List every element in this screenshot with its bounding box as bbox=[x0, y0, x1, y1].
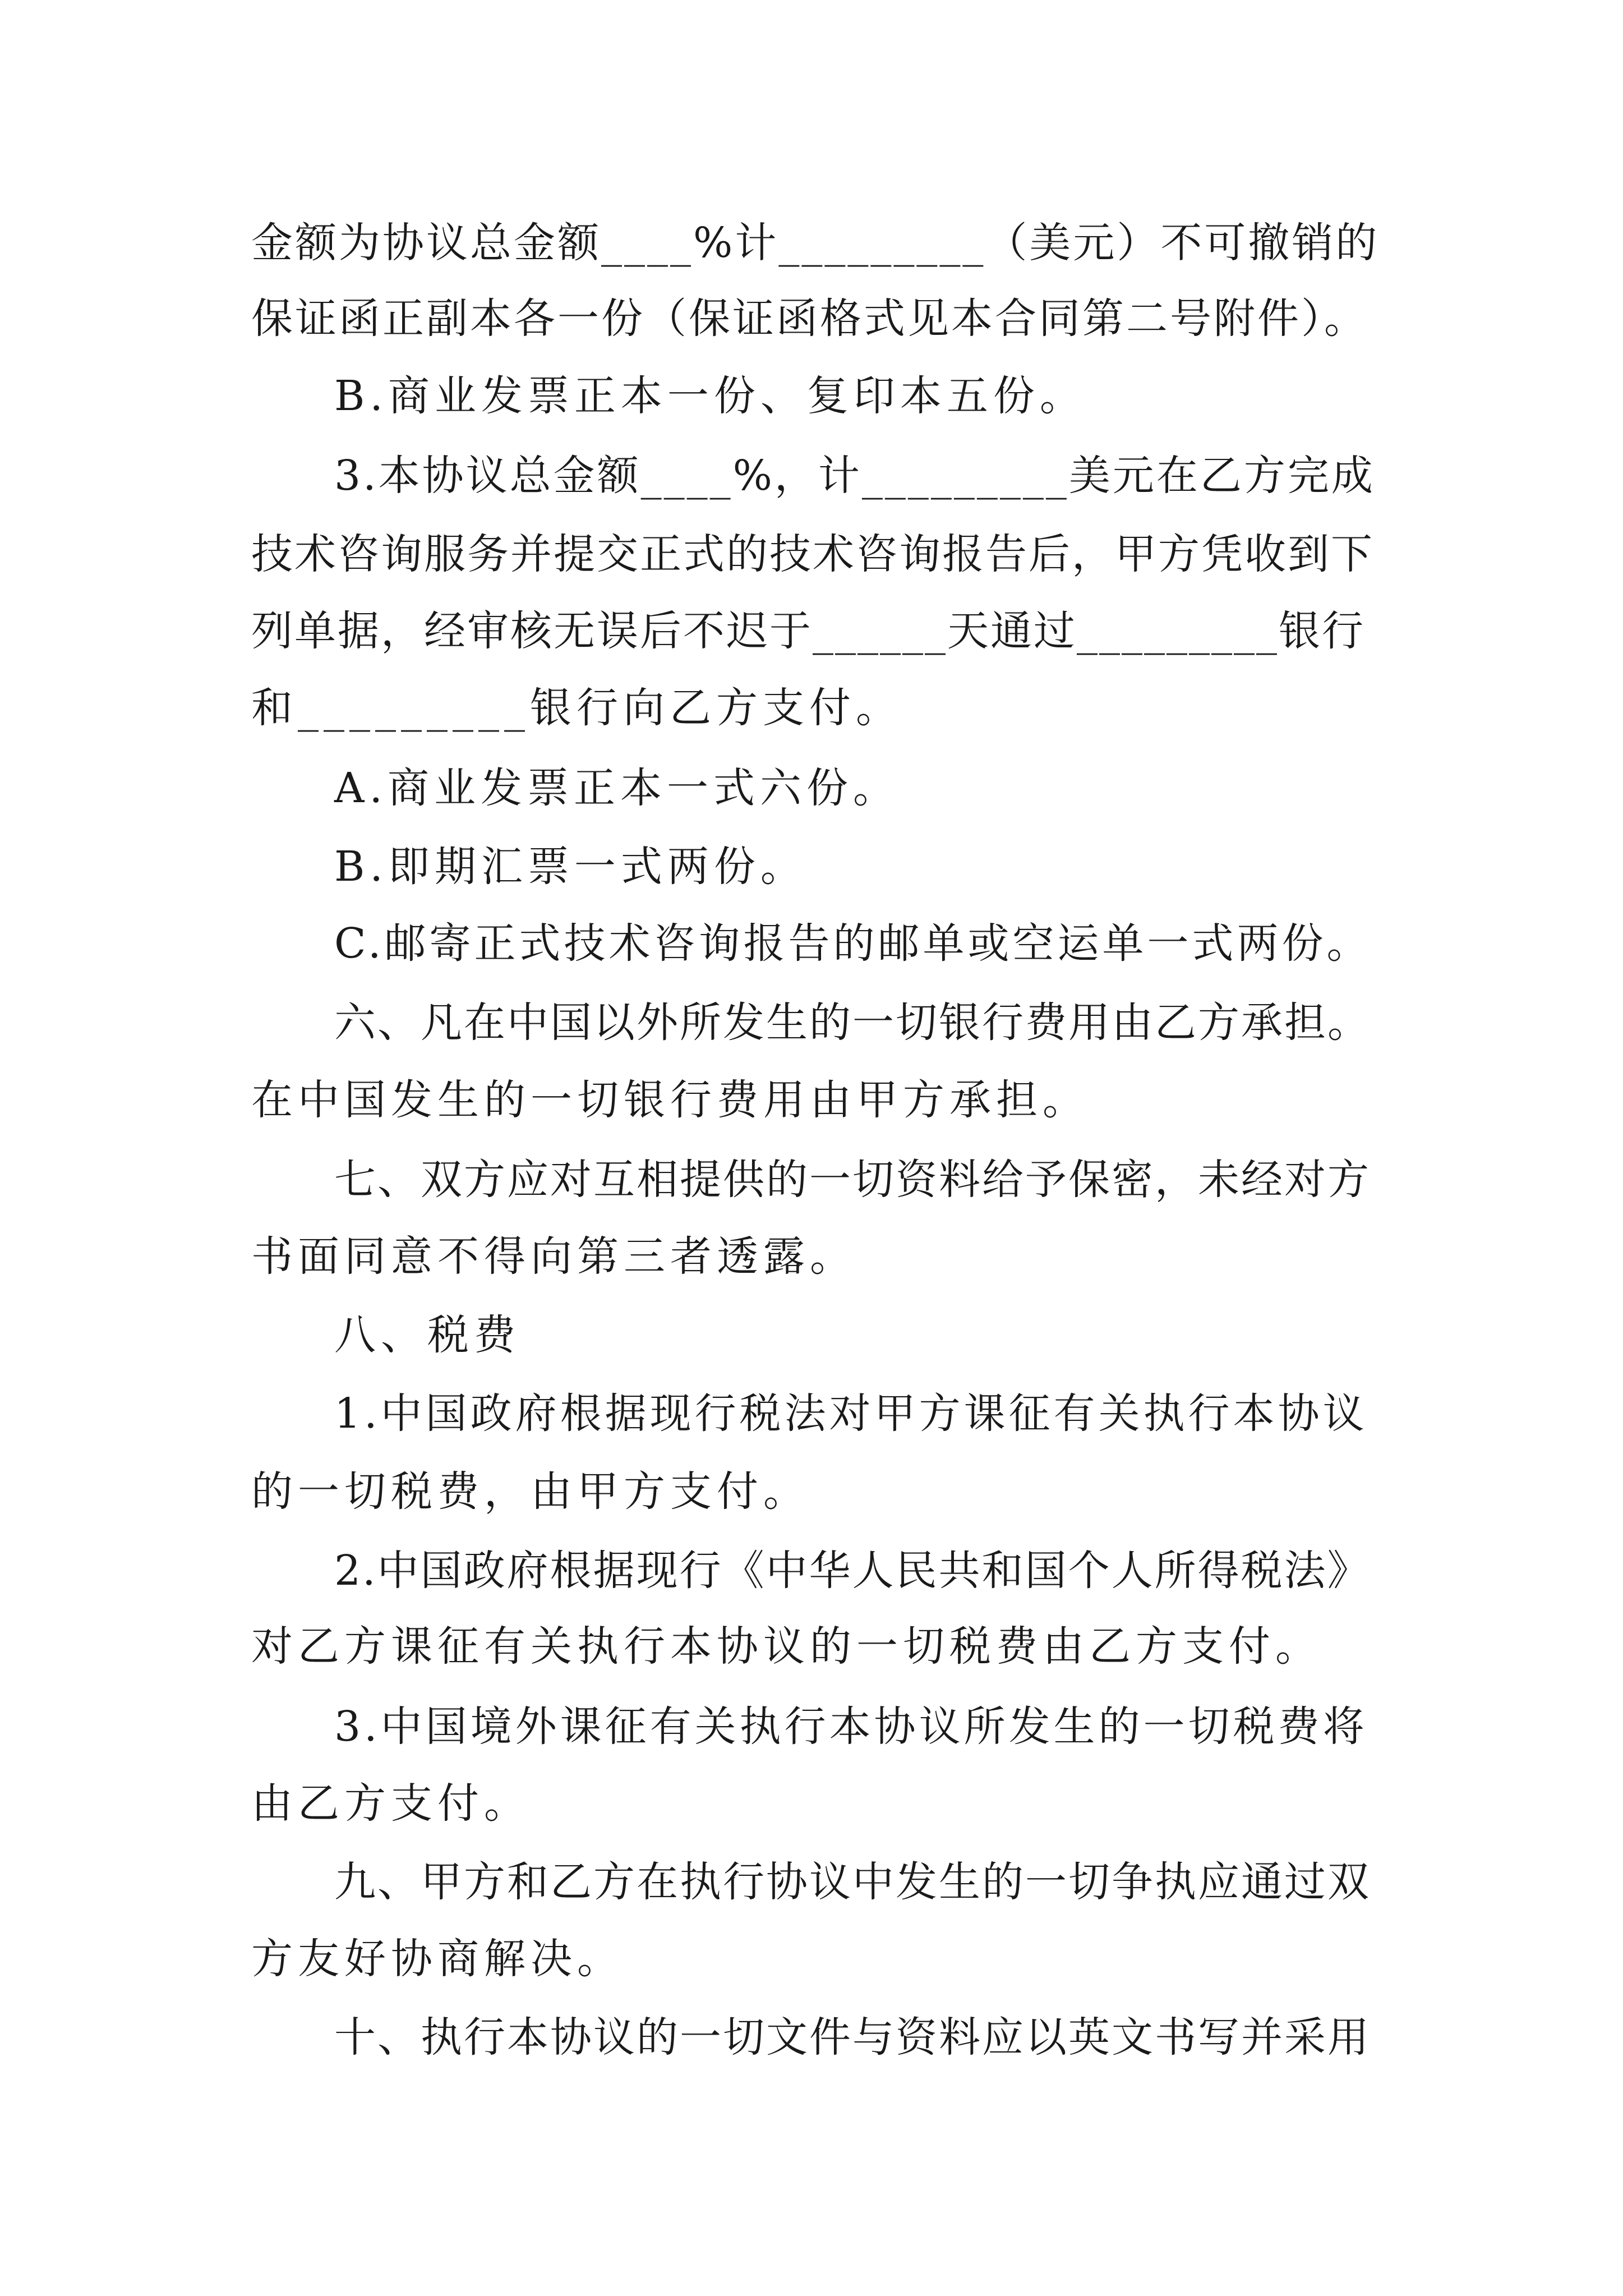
text-line-3 bbox=[0, 365, 1623, 427]
text-line-19 bbox=[0, 1616, 1623, 1677]
text-line-4 bbox=[0, 445, 1623, 507]
text-line-12-content: 在中国发生的一切银行费用由甲方承担。 bbox=[251, 1076, 1089, 1124]
text-line-7-content: 和_________银行向乙方支付。 bbox=[251, 684, 902, 732]
text-line-9 bbox=[0, 836, 1623, 898]
text-line-16-content: 1.中国政府根据现行税法对甲方课征有关执行本协议 bbox=[334, 1389, 1368, 1438]
text-line-10 bbox=[0, 913, 1623, 974]
text-line-20 bbox=[0, 1696, 1623, 1757]
text-line-24 bbox=[0, 2007, 1623, 2068]
text-line-13-content: 七、双方应对互相提供的一切资料给予保密，未经对方 bbox=[334, 1156, 1371, 1204]
text-line-23-content: 方友好协商解决。 bbox=[251, 1935, 624, 1983]
text-line-20-content: 3.中国境外课征有关执行本协议所发生的一切税费将 bbox=[334, 1703, 1368, 1751]
text-line-21-content: 由乙方支付。 bbox=[251, 1779, 531, 1828]
text-line-19-content: 对乙方课征有关执行本协议的一切税费由乙方支付。 bbox=[251, 1622, 1322, 1671]
text-line-14-content: 书面同意不得向第三者透露。 bbox=[251, 1232, 856, 1281]
text-line-6 bbox=[0, 600, 1623, 662]
text-line-18-content: 2.中国政府根据现行《中华人民共和国个人所得税法》 bbox=[334, 1547, 1371, 1595]
text-line-6-content: 列单据，经审核无误后不迟于______天通过_________银行 bbox=[251, 607, 1365, 655]
text-line-8 bbox=[0, 757, 1623, 819]
text-line-7 bbox=[0, 677, 1623, 739]
text-line-1 bbox=[0, 212, 1623, 274]
text-line-13 bbox=[0, 1149, 1623, 1211]
text-line-3-content: B.商业发票正本一份、复印本五份。 bbox=[334, 372, 1086, 420]
text-line-5 bbox=[0, 523, 1623, 585]
text-line-2 bbox=[0, 288, 1623, 349]
text-line-15-content: 八、税费 bbox=[334, 1311, 520, 1359]
text-line-22-content: 九、甲方和乙方在执行协议中发生的一切争执应通过双 bbox=[334, 1858, 1371, 1906]
text-line-23 bbox=[0, 1928, 1623, 1990]
text-line-10-content: C.邮寄正式技术咨询报告的邮单或空运单一式两份。 bbox=[334, 919, 1372, 968]
text-line-11-content: 六、凡在中国以外所发生的一切银行费用由乙方承担。 bbox=[334, 999, 1371, 1047]
text-line-17-content: 的一切税费，由甲方支付。 bbox=[251, 1467, 810, 1516]
text-line-5-content: 技术咨询服务并提交正式的技术咨询报告后，甲方凭收到下 bbox=[251, 530, 1374, 578]
text-line-1-content: 金额为协议总金额____%计_________（美元）不可撤销的 bbox=[251, 219, 1380, 267]
text-line-14 bbox=[0, 1226, 1623, 1287]
text-line-2-content: 保证函正副本各一份（保证函格式见本合同第二号附件）。 bbox=[251, 295, 1368, 343]
text-line-9-content: B.即期汇票一式两份。 bbox=[334, 843, 807, 891]
text-line-12 bbox=[0, 1069, 1623, 1131]
text-line-22 bbox=[0, 1851, 1623, 1913]
text-line-4-content: 3.本协议总金额____%，计_________美元在乙方完成 bbox=[334, 452, 1375, 500]
text-line-11 bbox=[0, 992, 1623, 1053]
text-line-18 bbox=[0, 1540, 1623, 1602]
text-line-17 bbox=[0, 1461, 1623, 1522]
text-line-24-content: 十、执行本协议的一切文件与资料应以英文书写并采用 bbox=[334, 2013, 1371, 2062]
text-line-8-content: A.商业发票正本一式六份。 bbox=[334, 764, 900, 812]
text-line-15 bbox=[0, 1304, 1623, 1366]
text-line-16 bbox=[0, 1383, 1623, 1444]
text-line-21 bbox=[0, 1773, 1623, 1834]
